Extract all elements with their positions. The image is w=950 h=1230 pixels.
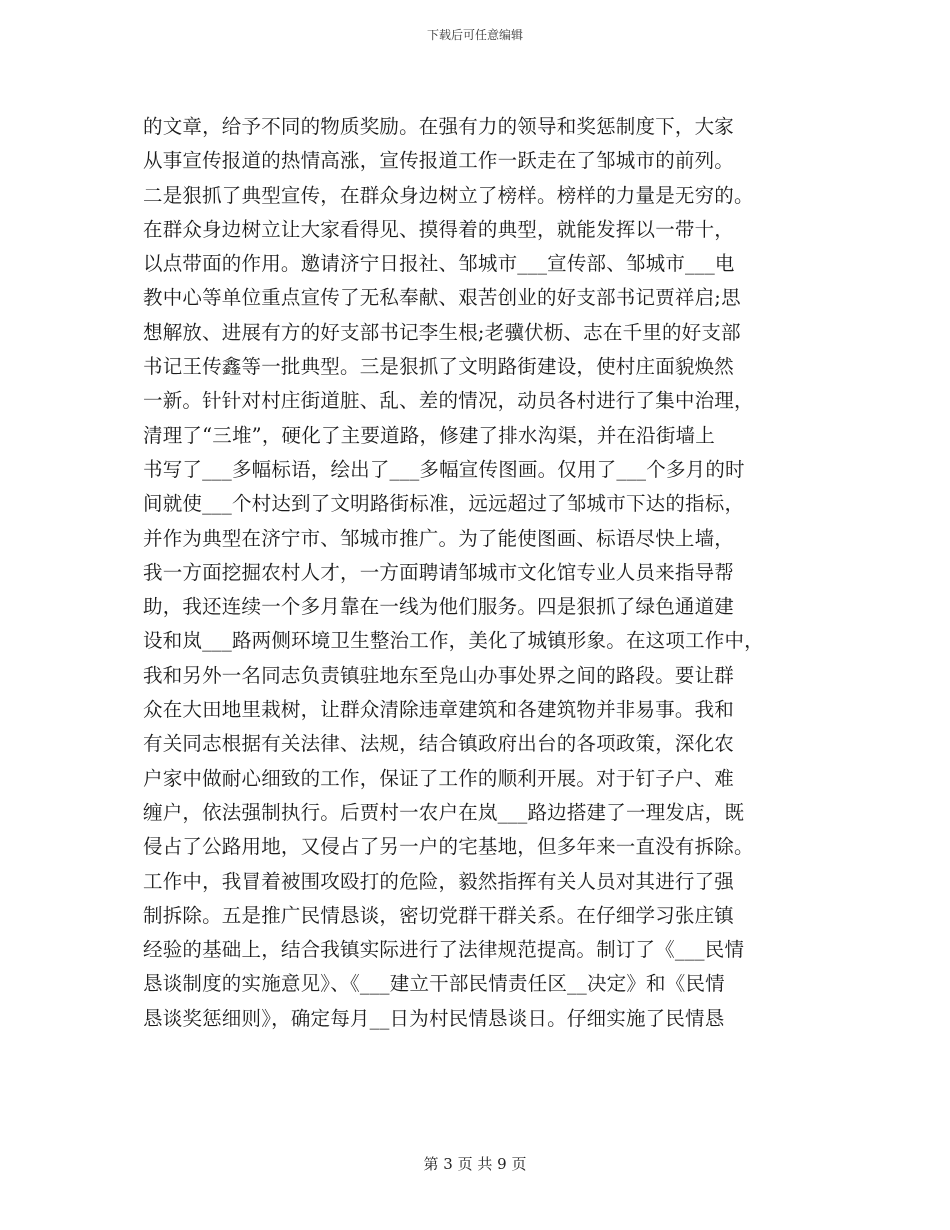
- body-line: 工作中，我冒着被围攻殴打的危险，毅然指挥有关人员对其进行了强: [143, 869, 735, 893]
- body-line: 清理了“三堆”，硬化了主要道路，修建了排水沟渠，并在沿街墙上: [143, 423, 715, 447]
- body-line: 在群众身边树立让大家看得见、摸得着的典型，就能发挥以一带十，: [143, 217, 735, 241]
- body-line: 设和岚___路两侧环境卫生整治工作，美化了城镇形象。在这项工作中，: [143, 629, 764, 653]
- body-line: 众在大田地里栽树，让群众清除违章建筑和各建筑物并非易事。我和: [143, 698, 735, 722]
- body-line: 书写了___多幅标语，绘出了___多幅宣传图画。仅用了___个多月的时: [143, 457, 745, 481]
- body-line: 有关同志根据有关法律、法规，结合镇政府出台的各项政策，深化农: [143, 732, 735, 756]
- body-line: 教中心等单位重点宣传了无私奉献、艰苦创业的好支部书记贾祥启;思: [143, 286, 741, 310]
- body-line: 缠户，依法强制执行。后贾村一农户在岚___路边搭建了一理发店，既: [143, 800, 745, 824]
- body-line: 制拆除。五是推广民情恳谈，密切党群干群关系。在仔细学习张庄镇: [143, 903, 735, 927]
- body-line: 书记王传鑫等一批典型。三是狠抓了文明路街建设，使村庄面貌焕然: [143, 355, 735, 379]
- body-line: 以点带面的作用。邀请济宁日报社、邹城市___宣传部、邹城市___电: [143, 252, 735, 276]
- body-line: 一新。针针对村庄街道脏、乱、差的情况，动员各村进行了集中治理，: [143, 389, 754, 413]
- body-line: 我和另外一名同志负责镇驻地东至凫山办事处界之间的路段。要让群: [143, 663, 735, 687]
- body-line: 的文章，给予不同的物质奖励。在强有力的领导和奖惩制度下，大家: [143, 115, 735, 138]
- body-line: 助，我还连续一个多月靠在一线为他们服务。四是狠抓了绿色通道建: [143, 595, 735, 619]
- body-line: 想解放、进展有方的好支部书记李生根;老骥伏枥、志在千里的好支部: [143, 320, 741, 344]
- body-line: 并作为典型在济宁市、邹城市推广。为了能使图画、标语尽快上墙，: [143, 526, 735, 550]
- page-header-note: 下载后可任意编辑: [426, 28, 523, 42]
- body-line: 从事宣传报道的热情高涨，宣传报道工作一跃走在了邹城市的前列。: [143, 149, 735, 173]
- body-line: 侵占了公路用地，又侵占了另一户的宅基地，但多年来一直没有拆除。: [143, 835, 754, 859]
- body-line: 我一方面挖掘农村人才，一方面聘请邹城市文化馆专业人员来指导帮: [143, 560, 735, 584]
- body-line: 户家中做耐心细致的工作，保证了工作的顺利开展。对于钉子户、难: [143, 766, 735, 790]
- body-line: 间就使___个村达到了文明路街标准，远远超过了邹城市下达的指标，: [143, 492, 745, 516]
- document-body: [143, 110, 813, 1036]
- body-line: 恳谈奖惩细则》，确定每月__日为村民情恳谈日。仔细实施了民情恳: [143, 1006, 725, 1030]
- body-line: 经验的基础上，结合我镇实际进行了法律规范提高。制订了《___民情: [143, 938, 745, 962]
- body-line: 恳谈制度的实施意见》、《___建立干部民情责任区__决定》和《民情: [143, 972, 725, 996]
- body-line: 二是狠抓了典型宣传，在群众身边树立了榜样。榜样的力量是无穷的。: [143, 183, 754, 207]
- page-number: 第 3 页 共 9 页: [423, 1155, 527, 1173]
